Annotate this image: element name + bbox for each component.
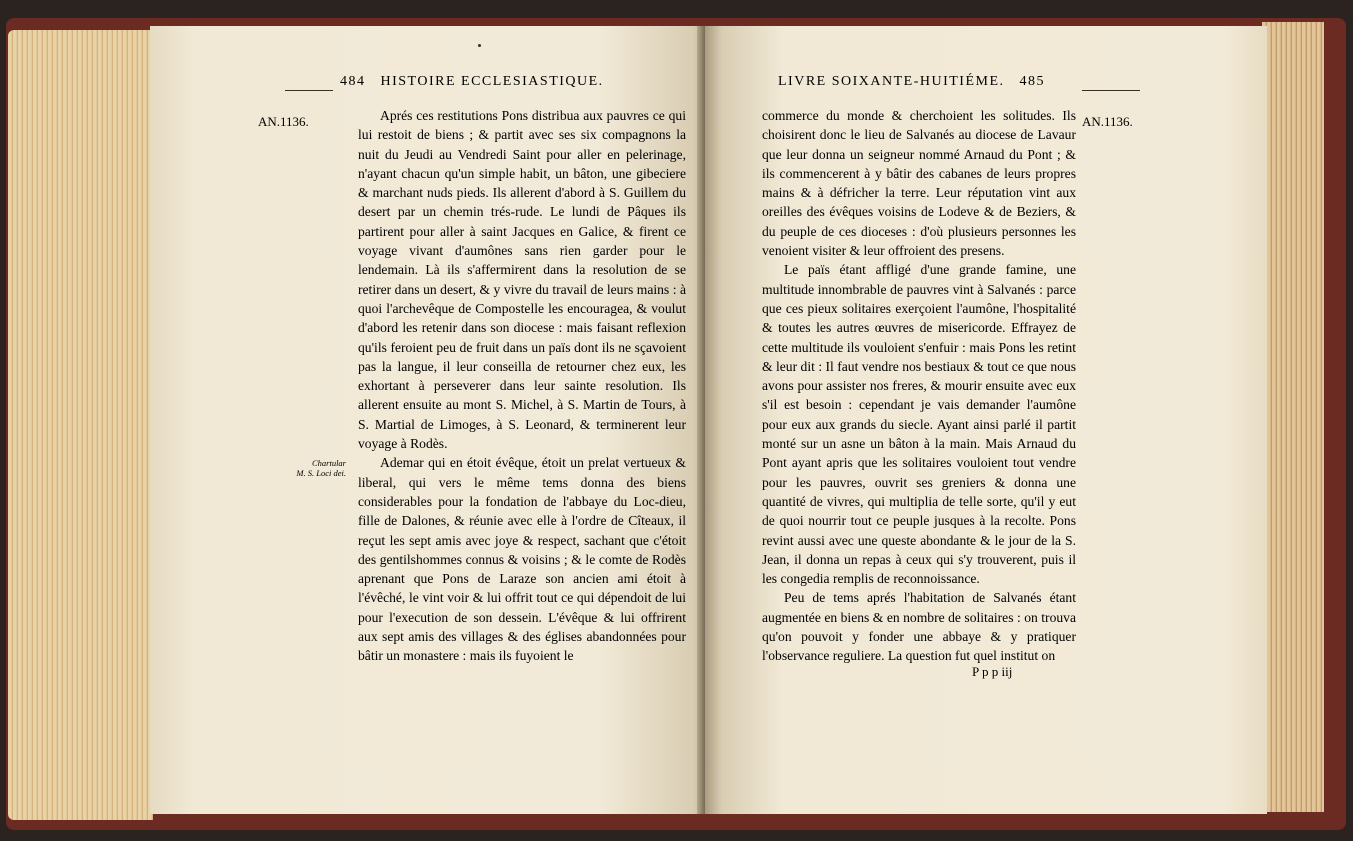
right-running-head	[778, 74, 1045, 90]
left-year-margin: AN.1136.	[258, 114, 309, 129]
left-running-title: HISTOIRE ECCLESIASTIQUE.	[380, 74, 604, 89]
left-side-note	[290, 458, 346, 478]
left-paragraph-2: Ademar qui en étoit évêque, étoit un prelat vertueux & liberal, qui vers le même tems donna des biens considerables pour la fondation de l'abbaye du Loc-dieu, fille de Dalones, & réunie avec elle à l'ordre de Cîteaux, il reçut les sept amis avec joye & respect, sachant que c'étoit des gentilshommes connus & voisins ; & le comte de Rodès aprenant que Pons de Laraze son ancien ami étoit à l'évêché, le vint voir & lui offrit tout ce qui dépendoit de lui pour l'execution de son dessein. L'évêque & lui offrirent aux sept amis des villages & des églises abandonnées pour bâtir un monastere : mais ils fuyoient le	[358, 455, 686, 664]
left-running-head	[340, 74, 604, 90]
side-note-line-2: M. S. Loci dei.	[296, 468, 346, 478]
right-paragraph-3: Peu de tems aprés l'habitation de Salvanés étant augmentée en biens & en nombre de solitaires : on trouva qu'on pouvoit y fonder une abbaye & y pratiquer l'observance reguliere. La question fut quel institut on	[762, 590, 1076, 664]
side-note-line-1: Chartular	[311, 458, 346, 468]
left-text-block	[358, 106, 686, 666]
right-paragraph-1: commerce du monde & cherchoient les solitudes. Ils choisirent donc le lieu de Salvanés au diocese de Lavaur que leur donna un seigneur nommé Arnaud du Pont ; & ils commencerent à y bâtir des cabanes de leurs propres mains & à défricher la terre. Leur réputation vint aux oreilles des évêques voisins de Lodeve & de Beziers, & du peuple de ces dioceses : d'où plusieurs personnes les venoient visiter & leur offroient des presens.	[762, 108, 1076, 259]
signature-mark: P p p iij	[972, 664, 1013, 679]
page-speck	[478, 44, 481, 47]
right-running-title: LIVRE SOIXANTE-HUITIÉME.	[778, 74, 1005, 89]
right-paragraph-2: Le païs étant affligé d'une grande famine, une multitude innombrable de pauvres vint à Salvanés : parce que ces pieux solitaires exerçoient l'aumône, l'hospitalité & toutes les autres œuvres de misericorde. Effrayez de cette multitude ils vouloient s'enfuir : mais Pons les retint & leur dit : Il faut vendre nos bestiaux & tout ce que nous avons pour assister nos freres, & mourir ensuite avec eux s'il est besoin : cependant je vais demander l'aumône pour eux aux grands du siecle. Ayant ainsi parlé il partit monté sur un asne un bâton à la main. Mais Arnaud du Pont ayant apris que les solitaires vouloient tout vendre pour les pauvres, ouvrit ses greniers & donna une quantité de vivres, qui multiplia de telle sorte, qu'il y eut de quoi nourrir tout ce peuple jusques à la recolte. Pons revint aussi avec une queste abondante & le jour de la S. Jean, il donna un repas à ceux qui s'y trouverent, puis il les congedia remplis de reconnoissance.	[762, 262, 1076, 587]
right-text-block	[762, 106, 1076, 666]
right-year-margin: AN.1136.	[1082, 114, 1133, 129]
right-header-rule	[1082, 90, 1140, 91]
left-page-edges	[8, 30, 153, 820]
left-header-rule	[285, 90, 333, 91]
right-page-edges	[1262, 22, 1324, 812]
left-page-number: 484	[340, 74, 366, 89]
right-page-number: 485	[1019, 74, 1046, 89]
left-paragraph-1: Aprés ces restitutions Pons distribua aux pauvres ce qui lui restoit de biens ; & partit avec ses six compagnons la nuit du Jeudi au Vendredi Saint pour aller en pelerinage, n'ayant chacun qu'un simple habit, un bâton, une gibeciere & marchant nuds pieds. Ils allerent d'abord à S. Guillem du desert par un chemin trés-rude. Le lundi de Pâques ils partirent pour aller à saint Jacques en Galice, & firent ce voyage vivant d'aumônes sans rien garder pour le lendemain. Là ils s'affermirent dans la resolution de se retirer dans un desert, & y vivre du travail de leurs mains : à quoi l'archevêque de Compostelle les encouragea, & voulut d'abord les retenir dans son diocese : mais faisant reflexion qu'ils feroient peu de fruit dans un païs dont ils ne sçavoient pas la langue, il leur conseilla de retourner chez eux, les exhortant à perseverer dans leur sainte resolution. Ils allerent ensuite au mont S. Michel, à S. Martin de Tours, à S. Martial de Limoges, à S. Leonard, & terminerent leur voyage à Rodès.	[358, 108, 686, 452]
